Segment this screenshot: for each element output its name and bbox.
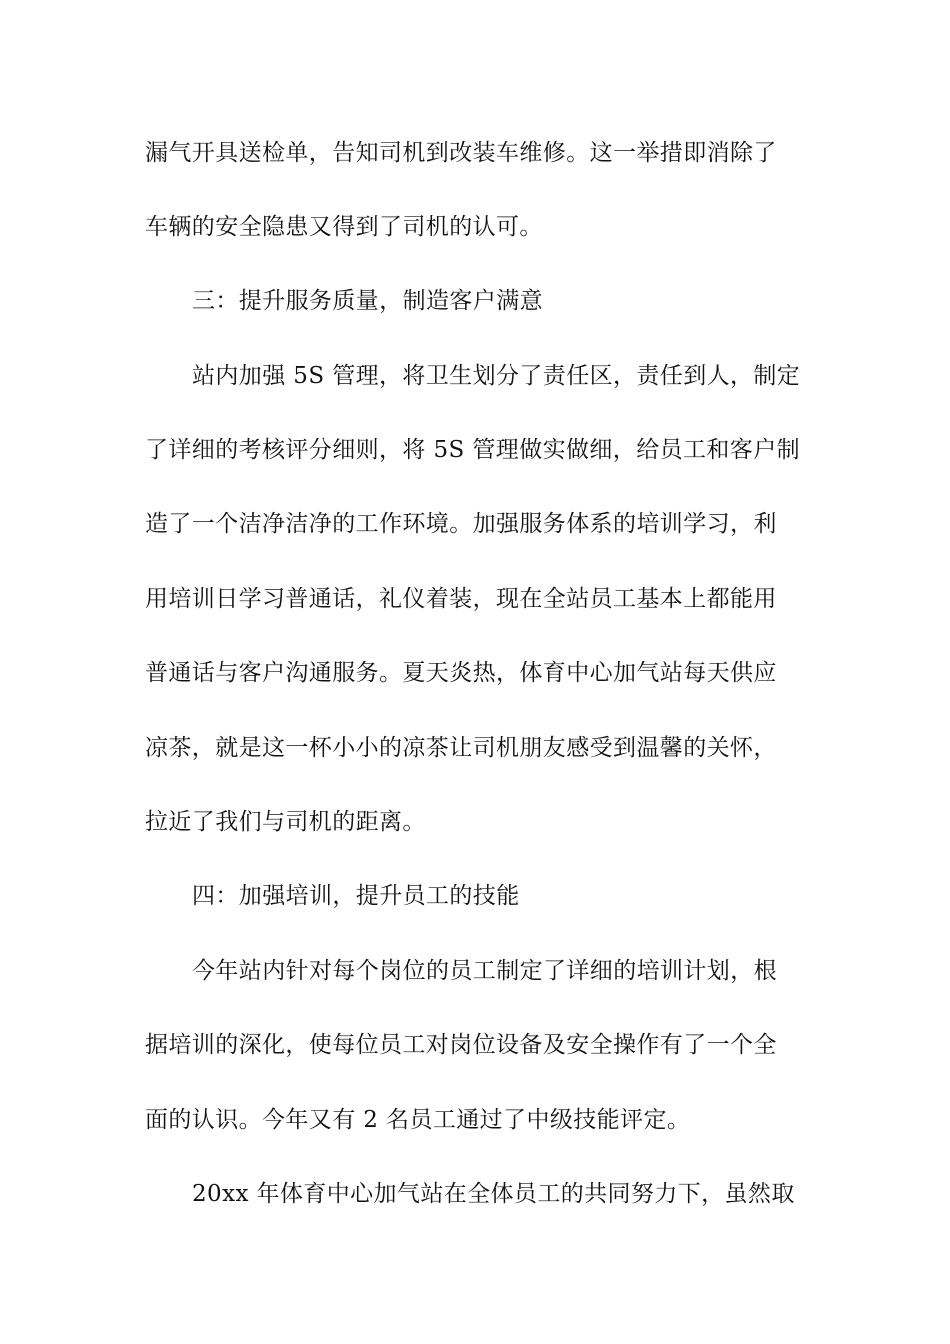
section-heading: 三：提升服务质量，制造客户满意 <box>192 288 543 314</box>
section-heading: 四：加强培训，提升员工的技能 <box>192 883 520 909</box>
text-line: 据培训的深化，使每位员工对岗位设备及安全操作有了一个全 <box>145 1032 777 1058</box>
text-line: 20xx 年体育中心加气站在全体员工的共同努力下，虽然取 <box>192 1181 795 1207</box>
text-line: 凉茶，就是这一杯小小的凉茶让司机朋友感受到温馨的关怀， <box>145 735 777 761</box>
text-line: 漏气开具送检单，告知司机到改装车维修。这一举措即消除了 <box>145 140 777 166</box>
text-line: 造了一个洁净洁净的工作环境。加强服务体系的培训学习，利 <box>145 511 777 537</box>
text-line: 普通话与客户沟通服务。夏天炎热，体育中心加气站每天供应 <box>145 660 777 686</box>
text-line: 今年站内针对每个岗位的员工制定了详细的培训计划，根 <box>192 958 777 984</box>
text-line: 车辆的安全隐患又得到了司机的认可。 <box>145 214 543 240</box>
text-line: 拉近了我们与司机的距离。 <box>145 809 426 835</box>
text-line: 了详细的考核评分细则，将 5S 管理做实做细，给员工和客户制 <box>145 437 801 463</box>
text-line: 用培训日学习普通话，礼仪着装，现在全站员工基本上都能用 <box>145 586 777 612</box>
text-line: 站内加强 5S 管理，将卫生划分了责任区，责任到人，制定 <box>192 363 801 389</box>
text-line: 面的认识。今年又有 2 名员工通过了中级技能评定。 <box>145 1107 691 1133</box>
